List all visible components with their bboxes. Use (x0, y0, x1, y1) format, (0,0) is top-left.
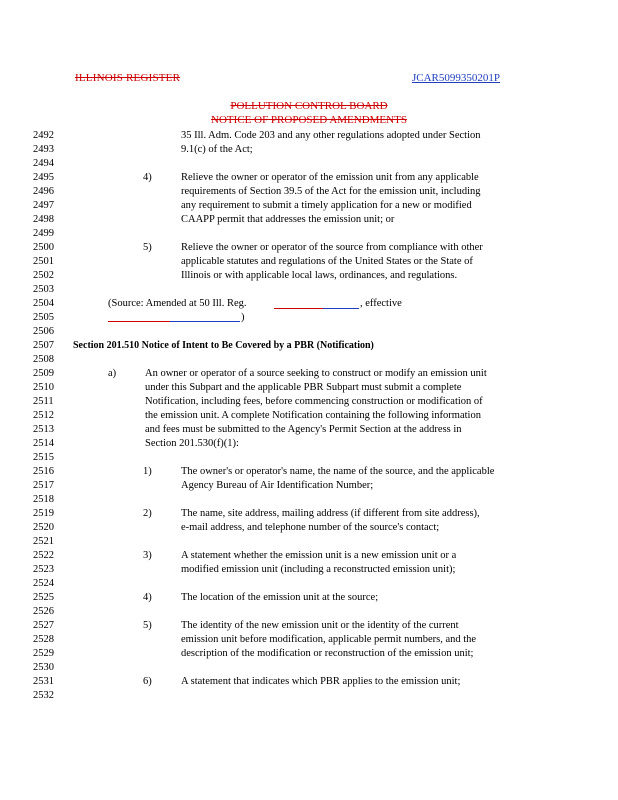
line-number: 2504 (33, 298, 54, 309)
text-line: The name, site address, mailing address (if different from site address), (181, 508, 480, 519)
text-line: 35 Ill. Adm. Code 203 and any other regulations adopted under Section (181, 130, 481, 141)
text-line: An owner or operator of a source seeking to construct or modify an emission unit (145, 368, 487, 379)
blank-blue (323, 308, 359, 309)
line-number: 2507 (33, 340, 54, 351)
text-line: emission unit before modification, applicable permit numbers, and the (181, 634, 477, 645)
line-number: 2503 (33, 284, 54, 295)
line-number: 2514 (33, 438, 54, 449)
line-number: 2510 (33, 382, 54, 393)
item-number: 5) (143, 242, 152, 253)
line-number: 2515 (33, 452, 54, 463)
line-number: 2501 (33, 256, 54, 267)
line-number: 2505 (33, 312, 54, 323)
line-number: 2519 (33, 508, 54, 519)
text-line: The owner's or operator's name, the name of the source, and the applicable (181, 466, 495, 477)
item-number: 6) (143, 676, 152, 687)
line-number: 2522 (33, 550, 54, 561)
line-number: 2492 (33, 130, 54, 141)
line-number: 2506 (33, 326, 54, 337)
text-line: CAAPP permit that addresses the emission unit; or (181, 214, 395, 225)
text-line: Illinois or with applicable local laws, ordinances, and regulations. (181, 270, 458, 281)
notice-heading: NOTICE OF PROPOSED AMENDMENTS (211, 114, 407, 126)
source-note: (Source: Amended at 50 Ill. Reg. (108, 298, 247, 309)
line-number: 2495 (33, 172, 54, 183)
line-number: 2494 (33, 158, 54, 169)
section-heading: Section 201.510 Notice of Intent to Be Covered by a PBR (Notification) (73, 340, 374, 351)
line-number: 2532 (33, 690, 54, 701)
line-number: 2502 (33, 270, 54, 281)
text-line: A statement whether the emission unit is a new emission unit or a (181, 550, 457, 561)
line-number: 2528 (33, 634, 54, 645)
item-number: 2) (143, 508, 152, 519)
text-line: Relieve the owner or operator of the emission unit from any applicable (181, 172, 479, 183)
line-number: 2499 (33, 228, 54, 239)
text-line: Notification, including fees, before commencing construction or modification of (145, 396, 483, 407)
blank-blue (170, 321, 240, 322)
text-line: Section 201.530(f)(1): (145, 438, 239, 449)
line-number: 2516 (33, 466, 54, 477)
text-line: A statement that indicates which PBR applies to the emission unit; (181, 676, 461, 687)
source-effective: , effective (360, 298, 402, 309)
line-number: 2497 (33, 200, 54, 211)
text-line: modified emission unit (including a reconstructed emission unit); (181, 564, 456, 575)
text-line: e-mail address, and telephone number of the source's contact; (181, 522, 440, 533)
item-number: 4) (143, 172, 152, 183)
text-line: The location of the emission unit at the source; (181, 592, 379, 603)
line-number: 2509 (33, 368, 54, 379)
blank-red (274, 308, 323, 309)
line-number: 2512 (33, 410, 54, 421)
blank-red (108, 321, 170, 322)
text-line: and fees must be submitted to the Agency's Permit Section at the address in (145, 424, 462, 435)
text-line: requirements of Section 39.5 of the Act for the emission unit, including (181, 186, 481, 197)
line-number: 2523 (33, 564, 54, 575)
register-header: ILLINOIS REGISTER (75, 72, 181, 84)
line-number: 2524 (33, 578, 54, 589)
text-line: Relieve the owner or operator of the source from compliance with other (181, 242, 483, 253)
text-line: applicable statutes and regulations of the United States or the State of (181, 256, 473, 267)
board-heading: POLLUTION CONTROL BOARD (230, 100, 388, 112)
line-number: 2518 (33, 494, 54, 505)
line-number: 2530 (33, 662, 54, 673)
line-number: 2500 (33, 242, 54, 253)
text-line: the emission unit. A complete Notification containing the following information (145, 410, 481, 421)
text-line: under this Subpart and the applicable PBR Subpart must submit a complete (145, 382, 462, 393)
line-number: 2527 (33, 620, 54, 631)
text-line: The identity of the new emission unit or the identity of the current (181, 620, 459, 631)
line-number: 2517 (33, 480, 54, 491)
item-number: a) (108, 368, 117, 379)
item-number: 1) (143, 466, 152, 477)
line-number: 2511 (33, 396, 54, 407)
line-number: 2496 (33, 186, 54, 197)
text-line: 9.1(c) of the Act; (181, 144, 253, 155)
text-line: Agency Bureau of Air Identification Number; (181, 480, 374, 491)
line-number: 2521 (33, 536, 54, 547)
line-number: 2493 (33, 144, 54, 155)
item-number: 5) (143, 620, 152, 631)
line-number: 2525 (33, 592, 54, 603)
text-line: any requirement to submit a timely application for a new or modified (181, 200, 472, 211)
line-number: 2531 (33, 676, 54, 687)
line-number: 2498 (33, 214, 54, 225)
item-number: 4) (143, 592, 152, 603)
line-number: 2529 (33, 648, 54, 659)
line-number: 2508 (33, 354, 54, 365)
jcar-code: JCAR5099350201P (412, 72, 501, 84)
line-number: 2513 (33, 424, 54, 435)
line-number: 2520 (33, 522, 54, 533)
line-number: 2526 (33, 606, 54, 617)
source-close: ) (241, 312, 245, 323)
text-line: description of the modification or reconstruction of the emission unit; (181, 648, 474, 659)
item-number: 3) (143, 550, 152, 561)
